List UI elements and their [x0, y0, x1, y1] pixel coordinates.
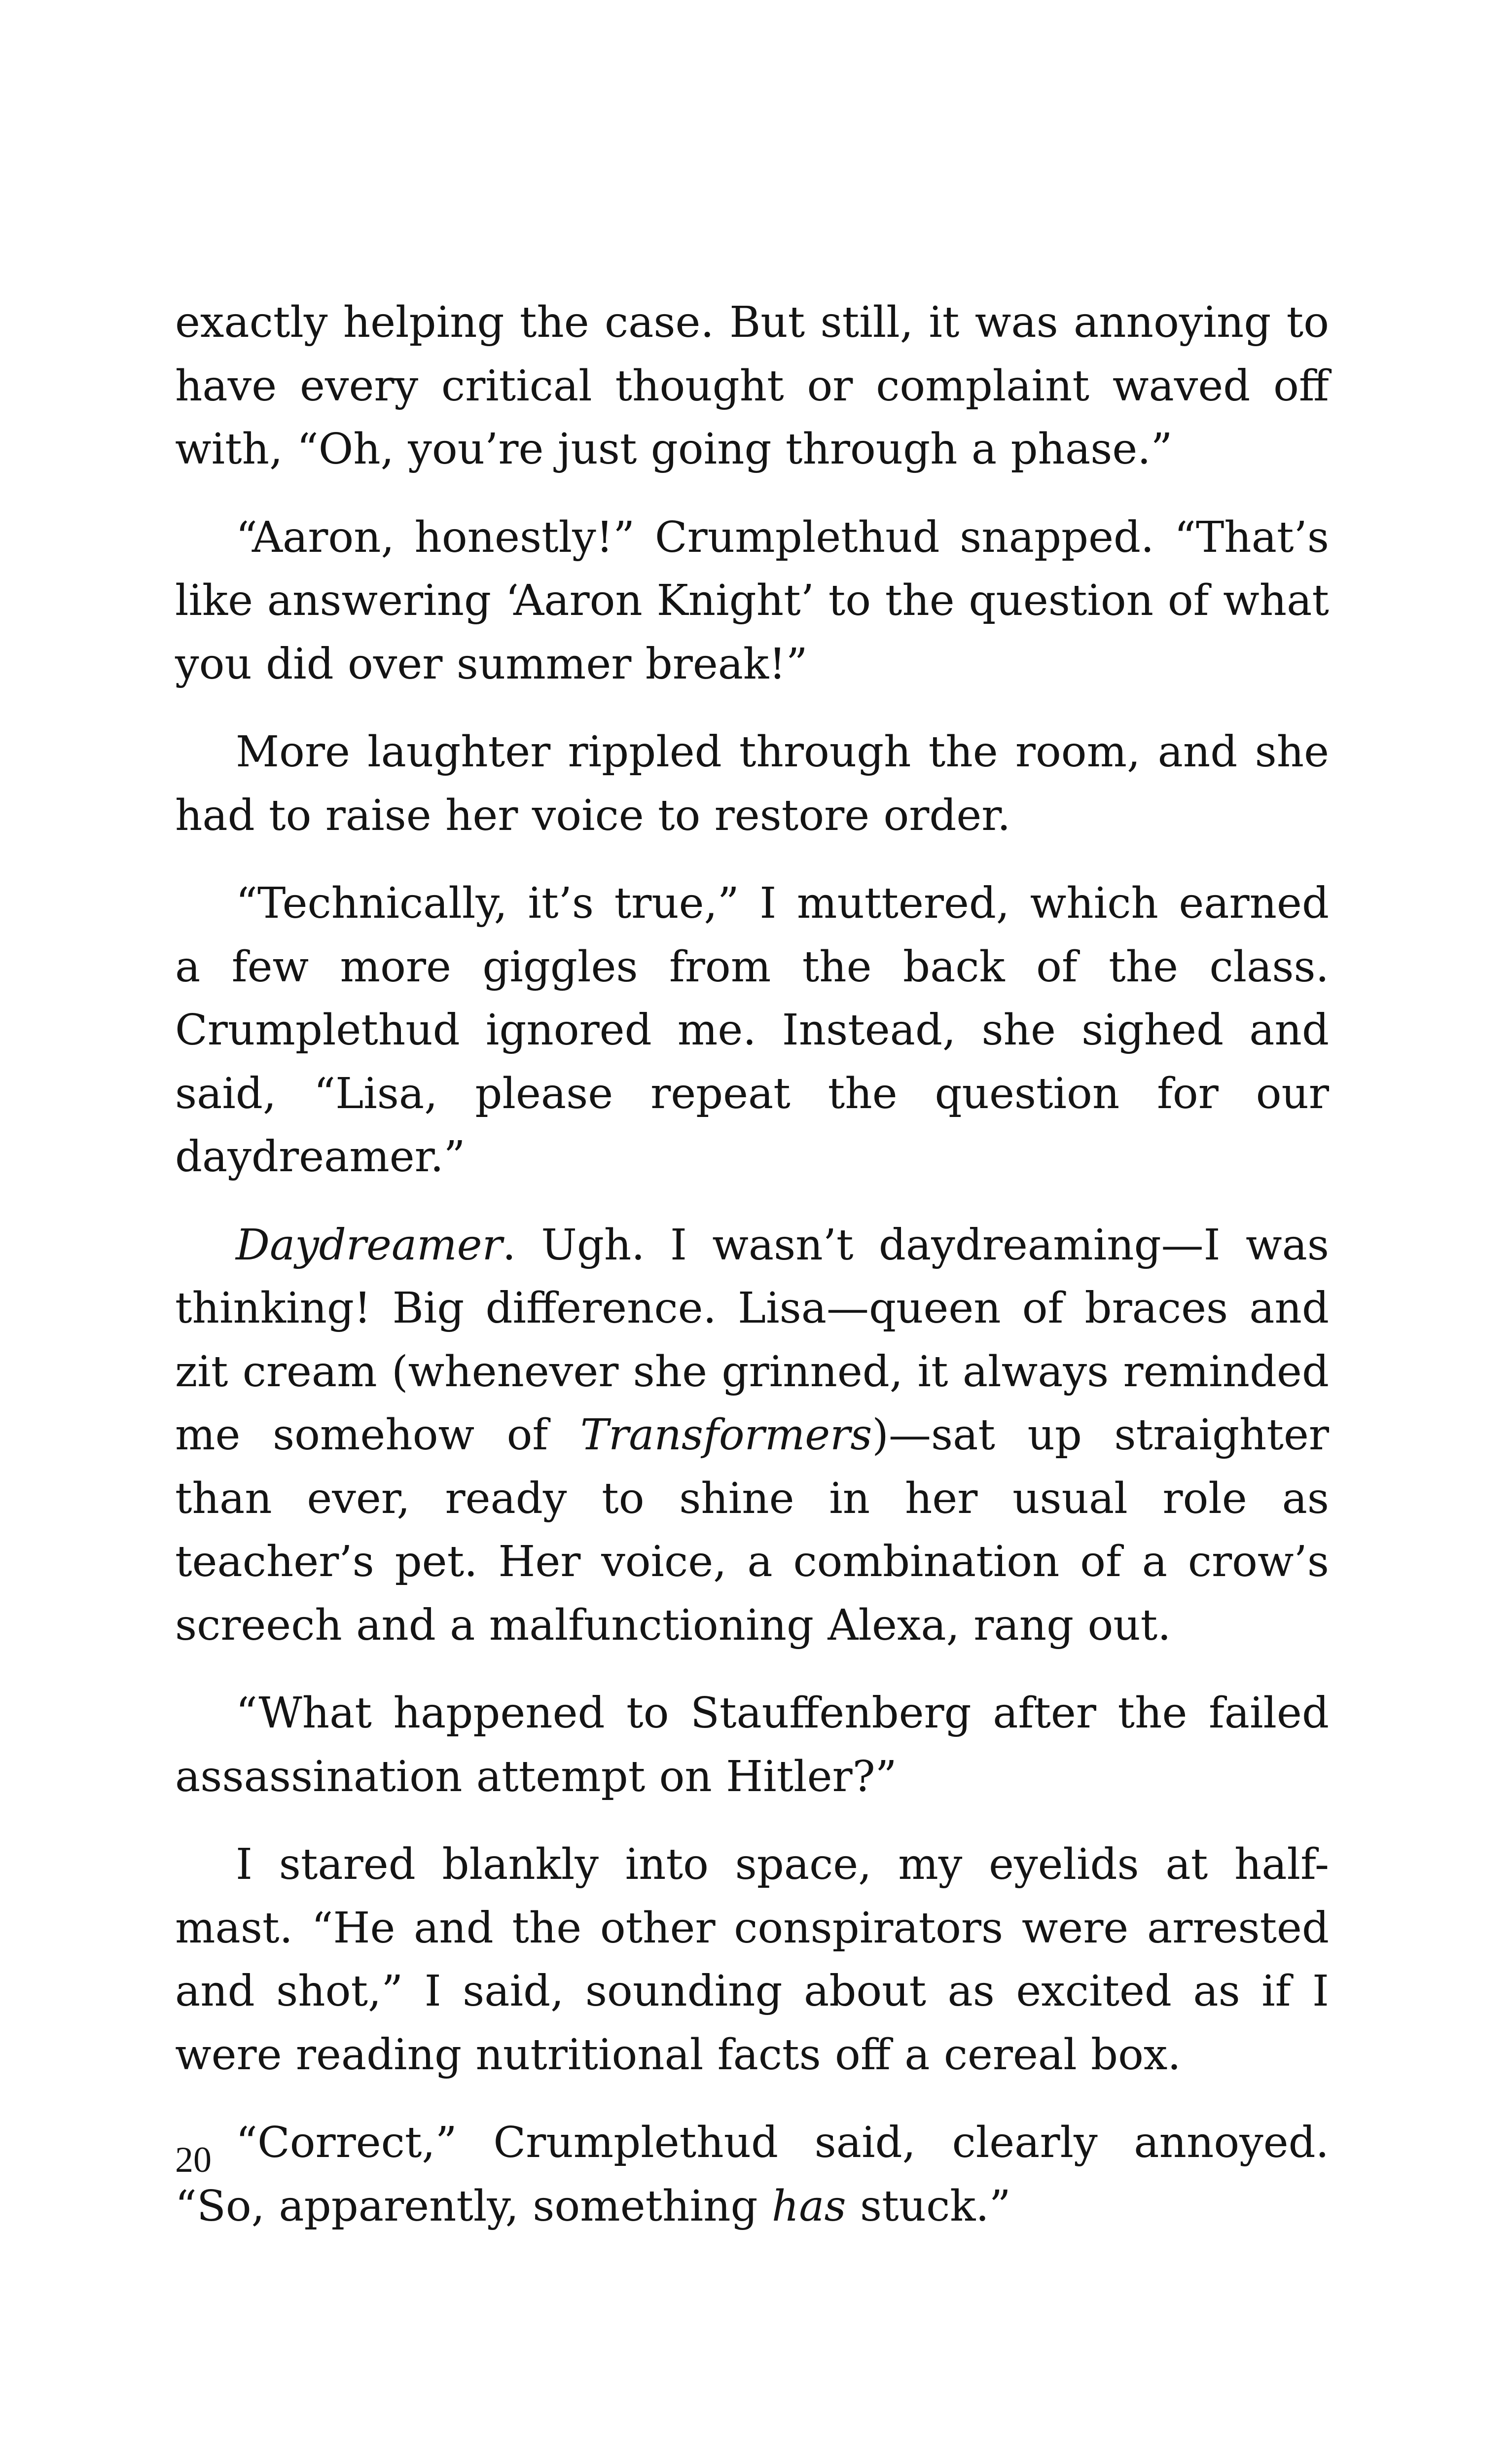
page-number: 20: [175, 2140, 212, 2180]
paragraph-5-italic-daydreamer: Daydreamer: [236, 1220, 503, 1270]
paragraph-4: [175, 872, 1329, 1189]
paragraph-4-text: “Technically, it’s true,” I muttered, which earned a few more giggles from the back of the class. Crumplethud ignored me. Instead, she sighed and said, “Lisa, please repeat the question for our daydreamer.”: [175, 879, 1329, 1182]
paragraph-2: [175, 506, 1329, 696]
paragraph-8-italic-has: has: [771, 2181, 846, 2231]
paragraph-3: [175, 720, 1329, 847]
paragraph-5-text-a: . Ugh. I wasn’t daydreaming—I was thinking! Big difference. Lisa—queen of braces and zit cream (whenever she grinned, it always reminded me somehow of: [175, 1220, 1329, 1460]
paragraph-1-text: exactly helping the case. But still, it was annoying to have every critical thought or complaint waved off with, “Oh, you’re just going through a phase.”: [175, 298, 1329, 474]
book-page-body: [175, 291, 1329, 2263]
paragraph-5-text-b: )—sat up straighter than ever, ready to shine in her usual role as teacher’s pet. Her voice, a combination of a crow’s screech and a malfunctioning Alexa, rang out.: [175, 1410, 1329, 1650]
paragraph-7-text: I stared blankly into space, my eyelids at half-mast. “He and the other conspirators were arrested and shot,” I said, sounding about as excited as if I were reading nutritional facts off a cereal box.: [175, 1840, 1329, 2080]
paragraph-5: [175, 1214, 1329, 1657]
paragraph-3-text: More laughter rippled through the room, and she had to raise her voice to restore order.: [175, 727, 1329, 840]
paragraph-6-text: “What happened to Stauffenberg after the failed assassination attempt on Hitler?”: [175, 1689, 1329, 1801]
paragraph-1: [175, 291, 1329, 481]
paragraph-2-text: “Aaron, honestly!” Crumplethud snapped. “That’s like answering ‘Aaron Knight’ to the question of what you did over summer break!”: [175, 512, 1329, 689]
paragraph-6: [175, 1682, 1329, 1808]
paragraph-7: [175, 1833, 1329, 2086]
paragraph-8-text-a: “Correct,” Crumplethud said, clearly annoyed. “So, apparently, something: [175, 2118, 1329, 2231]
paragraph-5-italic-transformers: Transformers: [580, 1410, 872, 1460]
paragraph-8-text-b: stuck.”: [846, 2181, 1011, 2231]
paragraph-8: [175, 2111, 1329, 2238]
